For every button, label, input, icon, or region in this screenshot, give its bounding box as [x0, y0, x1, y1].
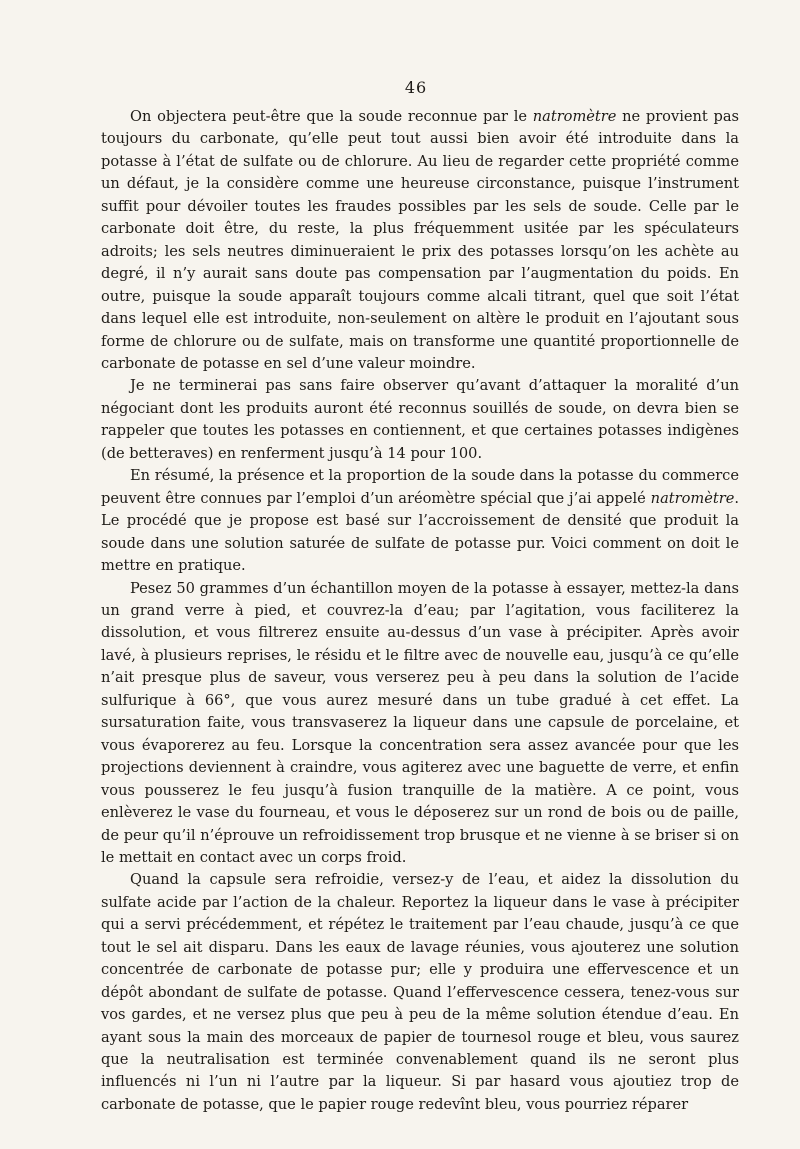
- paragraph-text: On objectera peut-être que la soude reconnue par le: [130, 108, 533, 125]
- italic-term: natromètre: [532, 108, 617, 125]
- paragraph-text: Je ne terminerai pas sans faire observer qu’avant d’attaquer la moralité d’un négociant dont les produits auront été reconnus souillés de soude, on devra bien se rappeler que toutes les potasses en contiennent, et que certaines potasses indigènes (de betteraves) en renferment jusqu’à 14 pour 100.: [101, 377, 739, 462]
- paragraph-procedure: [101, 578, 739, 870]
- paragraph-text: ne provient pas toujours du carbonate, qu’elle peut tout aussi bien avoir été introduite dans la potasse à l’état de sulfate ou de chlorure. Au lieu de regarder cette propriété comme un défaut, je la considère comme une heureuse circonstance, puisque l’instrument suffit pour dévoiler toutes les fraudes possibles par les sels de soude. Celle par le carbonate doit être, du reste, la plus fréquemment usitée par les spéculateurs adroits; les sels neutres diminueraient le prix des potasses lorsqu’on les achète au degré, il n’y aurait sans doute pas compensation par l’augmentation du poids. En outre, puisque la soude apparaît toujours comme alcali titrant, quel que soit l’état dans lequel elle est introduite, non-seulement on altère le produit en l’ajoutant sous forme de chlorure ou de sulfate, mais on transforme une quantité proportionnelle de carbonate de potasse en sel d’une valeur moindre.: [101, 108, 740, 372]
- paragraph-cooling: [101, 869, 739, 1116]
- paragraph-text: Pesez 50 grammes d’un échantillon moyen de la potasse à essayer, mettez-la dans un grand verre à pied, et couvrez-la d’eau; par l’agitation, vous faciliterez la dissolution, et vous filtrerez ensuite au-dessus d’un vase à précipiter. Après avoir lavé, à plusieurs reprises, le résidu et le filtre avec de nouvelle eau, jusqu’à ce qu’elle n’ait presque plus de saveur, vous verserez peu à peu dans la solution de l’acide sulfurique à 66°, que vous aurez mesuré dans un tube gradué à cet effet. La sursaturation faite, vous transvaserez la liqueur dans une capsule de porcelaine, et vous évaporerez au feu. Lorsque la concentration sera assez avancée pour que les projections deviennent à craindre, vous agiterez avec une baguette de verre, et enfin vous pousserez le feu jusqu’à fusion tranquille de la matière. A ce point, vous enlèverez le vase du fourneau, et vous le déposerez sur un rond de bois ou de paille, de peur qu’il n’éprouve un refroidissement trop brusque et ne vienne à se briser si on le mettait en contact avec un corps froid.: [101, 579, 739, 866]
- paragraph-objection: [101, 106, 739, 375]
- body-text: [101, 106, 739, 1116]
- paragraph-text: Quand la capsule sera refroidie, versez-y de l’eau, et aidez la dissolution du sulfate acide par l’action de la chaleur. Reportez la liqueur dans le vase à précipiter qui a servi précédemment, et répétez le traitement par l’eau chaude, jusqu’à ce que tout le sel ait disparu. Dans les eaux de lavage réunies, vous ajouterez une solution concentrée de carbonate de potasse pur; elle y produira une effervescence et un dépôt abondant de sulfate de potasse. Quand l’effervescence cessera, tenez-vous sur vos gardes, et ne versez plus que peu à peu de la même solution étendue d’eau. En ayant sous la main des morceaux de papier de tournesol rouge et bleu, vous saurez que la neutralisation est terminée convenablement quand ils ne seront plus influencés ni l’un ni l’autre par la liqueur. Si par hasard vous ajoutiez trop de carbonate de potasse, que le papier rouge redevînt bleu, vous pourriez réparer: [101, 871, 739, 1113]
- page-number: 46: [404, 78, 428, 97]
- paragraph-text: . Le procédé que je propose est basé sur l’accroissement de densité que produit la soude dans une solution saturée de sulfate de potasse pur. Voici comment on doit le mettre en pratique.: [101, 489, 739, 575]
- paragraph-text: En résumé, la présence et la proportion de la soude dans la potasse du commerce peuvent être connues par l’emploi d’un aréomètre spécial que j’ai appelé: [101, 467, 739, 507]
- italic-term: natromètre: [650, 489, 735, 507]
- paragraph-summary: [101, 465, 739, 577]
- paragraph-warning: [101, 375, 739, 465]
